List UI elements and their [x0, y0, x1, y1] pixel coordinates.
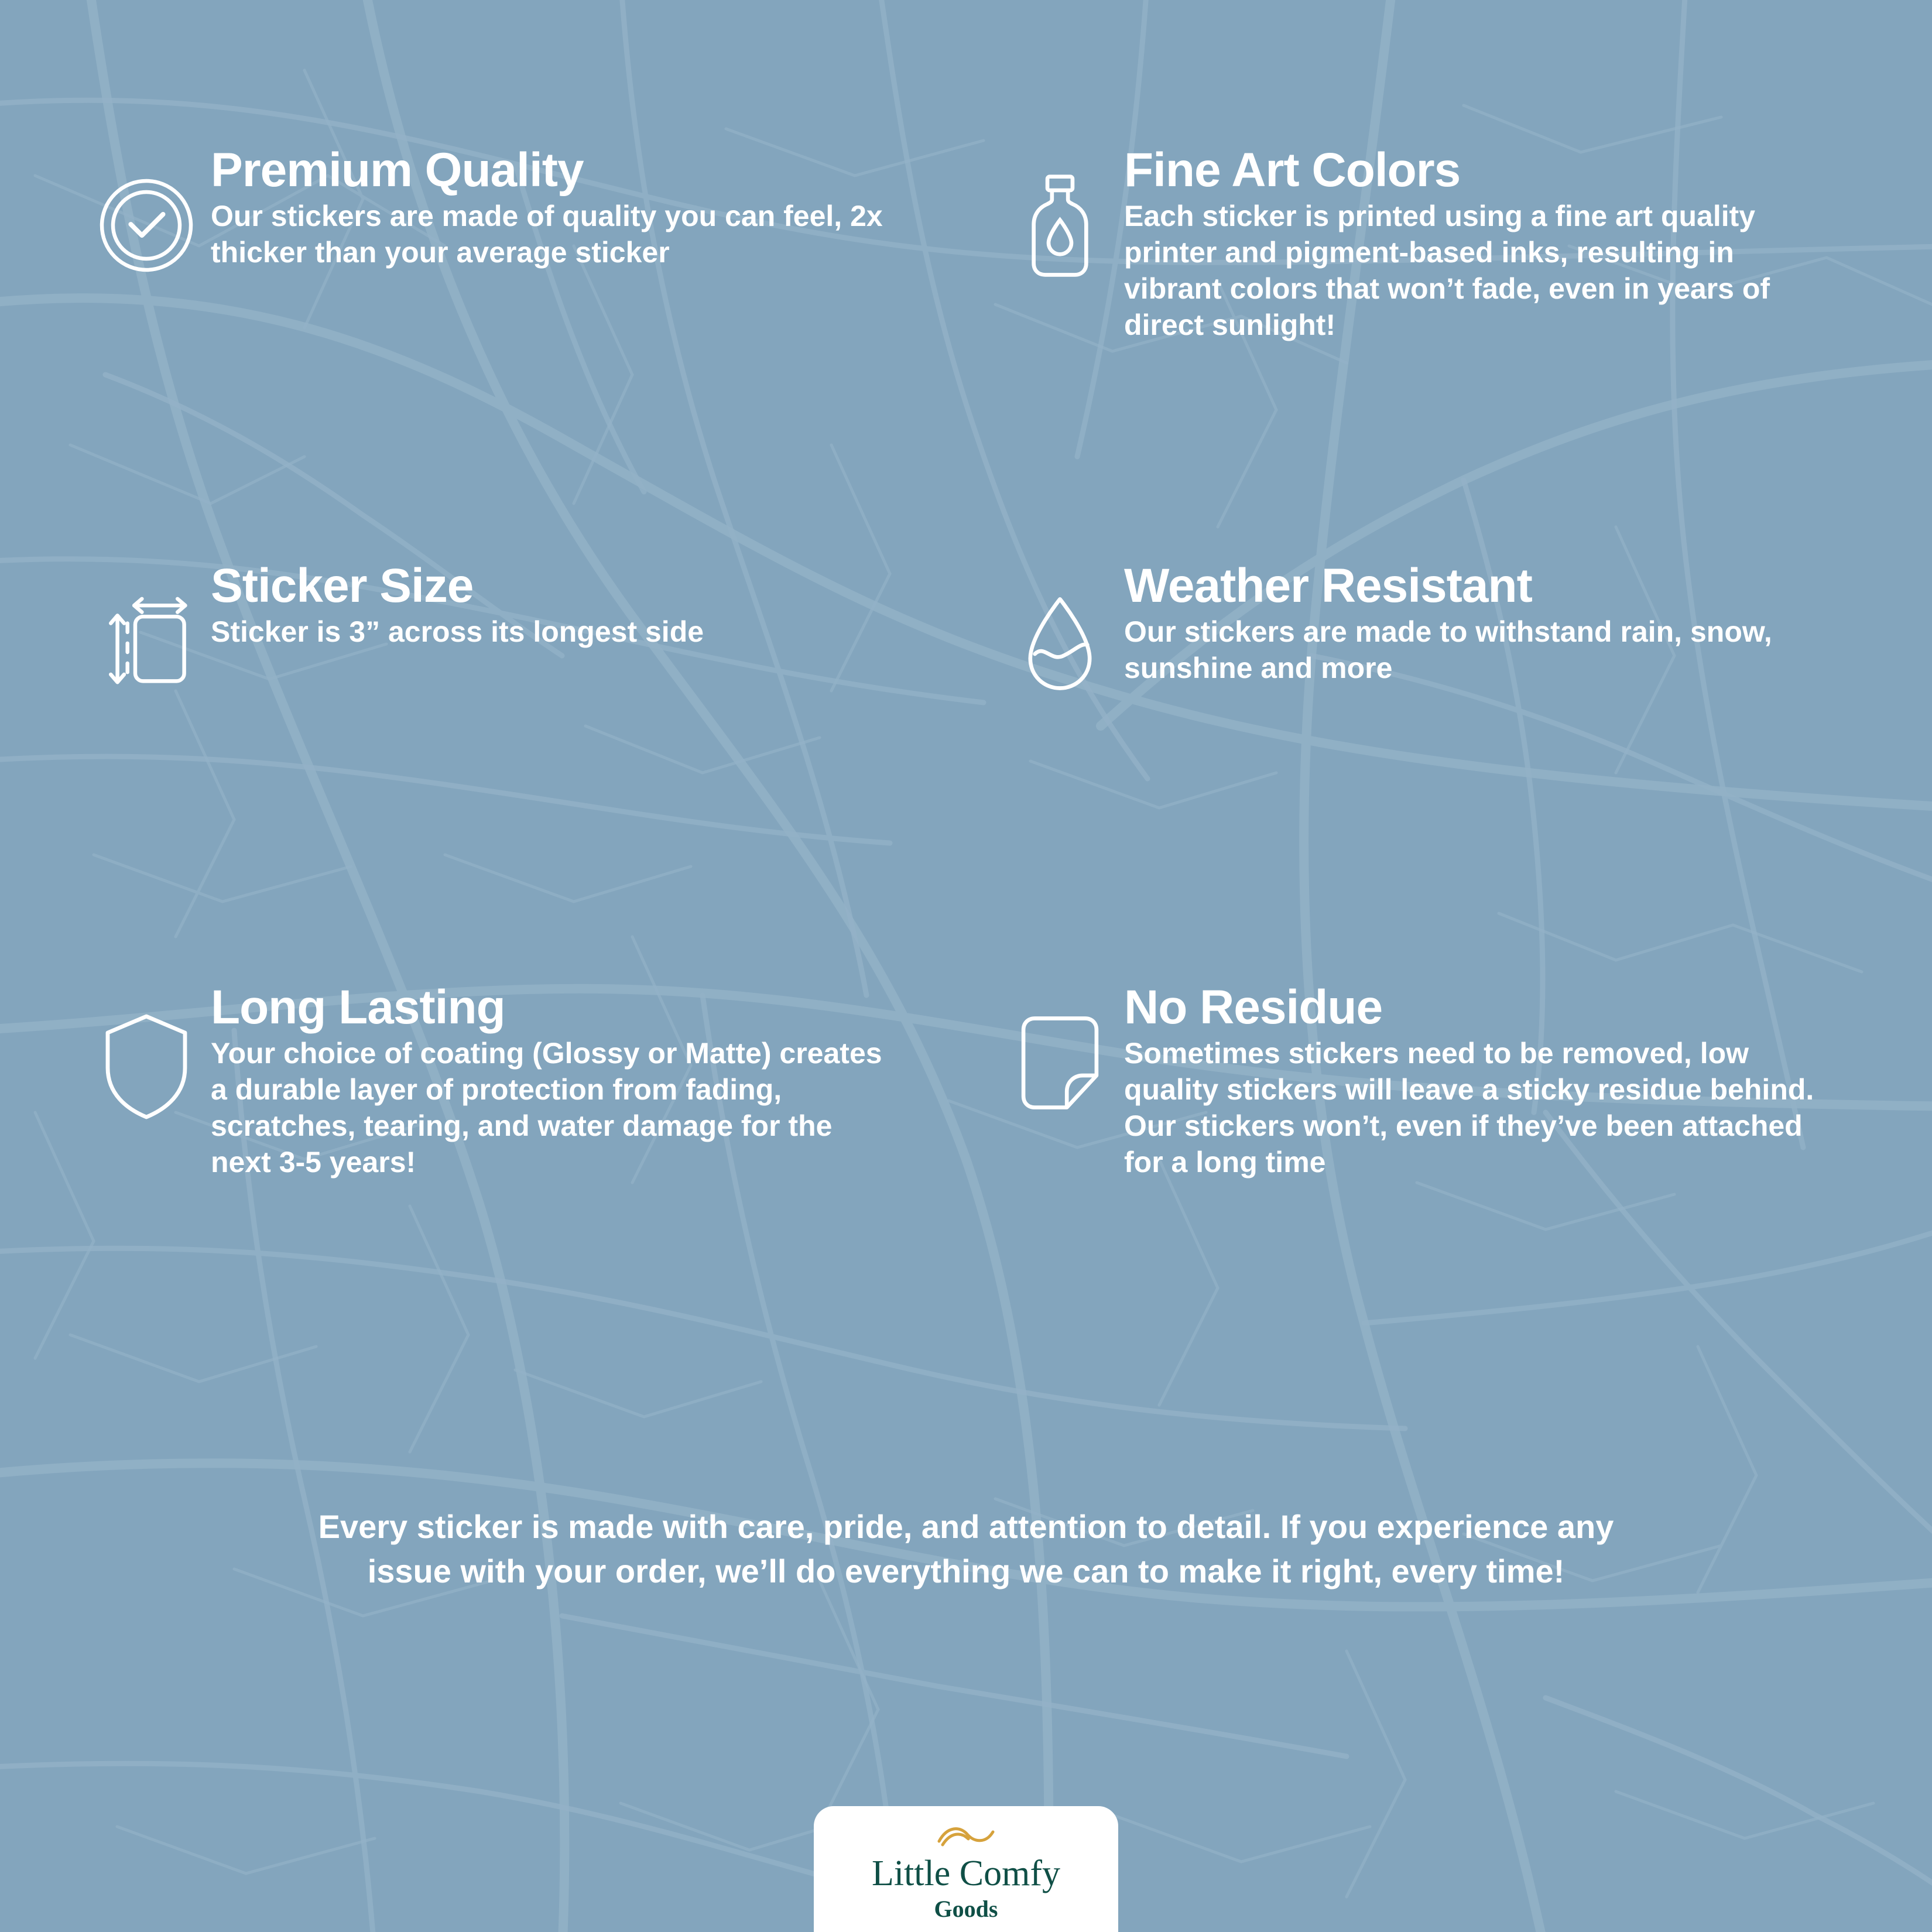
infinity-swirl-icon	[931, 1821, 1001, 1852]
feature-body: Your choice of coating (Glossy or Matte) creates a durable layer of protection from fading, scratches, tearing, and water damage for the next 3-5 years!	[211, 1037, 882, 1179]
feature-sticker-size	[88, 559, 931, 890]
feature-body: Our stickers are made of quality you can feel, 2x thicker than your average sticker	[211, 200, 883, 269]
peeling-sticker-icon	[1001, 984, 1118, 1121]
feature-premium-quality	[88, 143, 931, 474]
size-arrows-icon	[88, 562, 205, 697]
water-drop-icon	[1001, 562, 1118, 700]
feature-body: Each sticker is printed using a fine art quality printer and pigment-based inks, resulting in vibrant colors that won’t fade, even in years of direct sunlight!	[1124, 200, 1770, 341]
feature-long-lasting	[88, 981, 931, 1311]
feature-title: Premium Quality	[211, 143, 584, 197]
feature-title: Fine Art Colors	[1124, 143, 1461, 197]
check-badge-icon	[88, 146, 205, 281]
brand-subtitle: Goods	[934, 1896, 998, 1922]
features-grid	[88, 143, 1844, 1311]
feature-fine-art-colors	[1001, 143, 1844, 474]
feature-title: No Residue	[1124, 981, 1383, 1034]
feature-title: Sticker Size	[211, 559, 474, 612]
feature-body: Sometimes stickers need to be removed, low quality stickers will leave a sticky residue behind. Our stickers won’t, even if they’ve been attached for a long time	[1124, 1037, 1814, 1179]
feature-weather-resistant	[1001, 559, 1844, 890]
feature-title: Long Lasting	[211, 981, 505, 1034]
feature-body: Our stickers are made to withstand rain, snow, sunshine and more	[1124, 615, 1772, 684]
ink-bottle-icon	[1001, 146, 1118, 284]
feature-no-residue	[1001, 981, 1844, 1311]
footer-note: Every sticker is made with care, pride, and attention to detail. If you experience any issue with your order, we’ll do everything we can to make it right, every time!	[318, 1508, 1614, 1590]
brand-logo-card	[814, 1806, 1118, 1932]
feature-title: Weather Resistant	[1124, 559, 1532, 612]
brand-name: Little Comfy	[871, 1854, 1061, 1893]
feature-body: Sticker is 3” across its longest side	[211, 615, 704, 648]
shield-icon	[88, 984, 205, 1124]
